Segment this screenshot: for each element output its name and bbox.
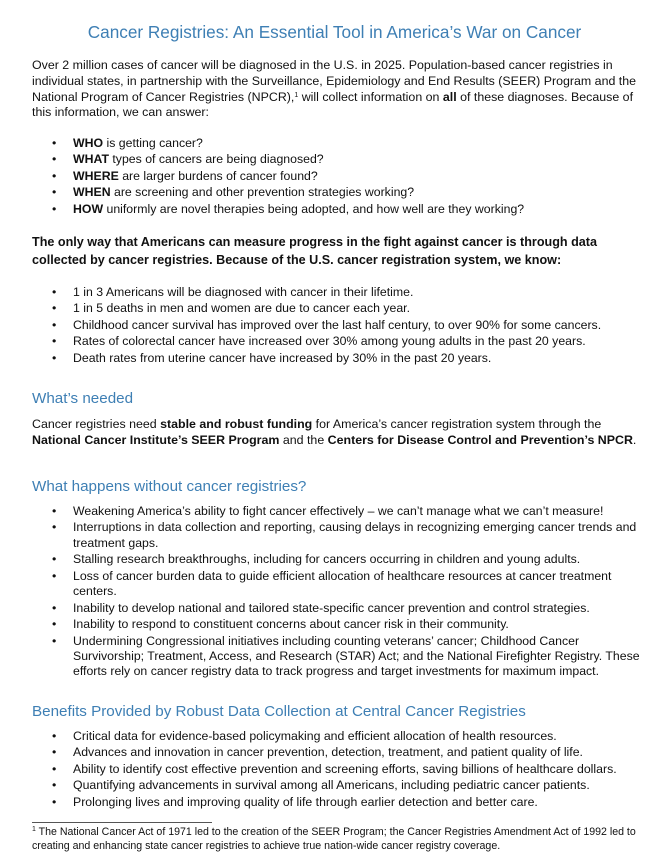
- list-item: • Quantifying advancements in survival among all Americans, including pediatric cancer patients.: [52, 778, 642, 793]
- list-item: • Undermining Congressional initiatives including counting veterans’ cancer; Childhood Cancer Survivorship; Treatment, Access, and Research (STAR) Act; and the National Firefighter Registry. These efforts rely on cancer registry data to track progress and target investments for maximum impact.: [52, 634, 642, 680]
- section-heading-without: What happens without cancer registries?: [32, 478, 307, 495]
- only-way-statement: The only way that Americans can measure progress in the fight against cancer is through data collected by cancer registries. Because of the U.S. cancer registration system, we know:: [32, 235, 597, 267]
- question-keyword: WHO: [73, 136, 104, 150]
- intro-text-1: Over 2 million cases of cancer will be diagnosed in the U.S. in 2025. Population-based cancer registries in individual states, in partnership with the Surveillance, Epidemiology and End Results (SEER) Program and the National Program of Cancer Registries (NPCR),: [32, 58, 637, 104]
- list-item: [52, 136, 642, 151]
- list-item: • Rates of colorectal cancer have increased over 30% among young adults in the past 20 years.: [52, 334, 642, 349]
- section-heading-benefits: Benefits Provided by Robust Data Collection at Central Cancer Registries: [32, 703, 526, 720]
- needed-text-3: and the: [279, 432, 328, 447]
- needed-bold-2: National Cancer Institute’s SEER Program: [32, 432, 280, 447]
- needed-bold-1: stable and robust funding: [160, 417, 313, 431]
- question-keyword: WHEN: [73, 185, 111, 200]
- without-list: [52, 504, 642, 681]
- list-item: • Ability to identify cost effective prevention and screening efforts, saving billions of healthcare dollars.: [52, 762, 642, 777]
- list-item: • Prolonging lives and improving quality of life through earlier detection and better care.: [52, 795, 642, 810]
- list-item: • Death rates from uterine cancer have increased by 30% in the past 20 years.: [52, 351, 642, 366]
- list-item: • Advances and innovation in cancer prevention, detection, treatment, and patient quality of life.: [52, 745, 642, 760]
- list-item: • 1 in 3 Americans will be diagnosed with cancer in their lifetime.: [52, 285, 642, 300]
- list-item: [52, 185, 642, 200]
- list-item: [52, 202, 642, 217]
- footnote: [32, 826, 652, 853]
- question-keyword: HOW: [73, 201, 104, 216]
- list-item: • Critical data for evidence-based policymaking and efficient allocation of health resources.: [52, 729, 642, 744]
- needed-bold-3: Centers for Disease Control and Prevention’s NPCR: [327, 432, 633, 447]
- footnote-reference: 1: [294, 91, 299, 99]
- question-text: are larger burdens of cancer found?: [118, 168, 318, 183]
- benefits-list: [52, 729, 642, 811]
- intro-text-3: of these diagnoses. Because of this information, we can answer:: [32, 89, 634, 120]
- needed-text-1: Cancer registries need: [32, 417, 161, 431]
- list-item: • Inability to respond to constituent concerns about cancer risk in their community.: [52, 617, 642, 632]
- questions-list: [52, 136, 642, 218]
- facts-list: [52, 285, 642, 367]
- question-text: are screening and other prevention strategies working?: [110, 185, 415, 200]
- needed-paragraph: [32, 417, 644, 449]
- page-title: Cancer Registries: An Essential Tool in America’s War on Cancer: [87, 22, 582, 42]
- question-text: uniformly are novel therapies being adopted, and how well are they working?: [103, 201, 525, 216]
- footnote-text: The National Cancer Act of 1971 led to the creation of the SEER Program; the Cancer Registries Amendment Act of 1992 led to creating and enhancing state cancer registries to achieve true nation-wide cancer registry coverage.: [32, 826, 636, 852]
- list-item: • Interruptions in data collection and reporting, causing delays in recognizing emerging cancer trends and treatment gaps.: [52, 520, 642, 551]
- section-heading-needed: What’s needed: [32, 390, 134, 407]
- footnote-divider: [32, 822, 212, 823]
- needed-text-2: for America’s cancer registration system through the: [312, 417, 602, 431]
- list-item: • Inability to develop national and tailored state-specific cancer prevention and control strategies.: [52, 601, 642, 616]
- list-item: • Loss of cancer burden data to guide efficient allocation of healthcare resources at cancer treatment centers.: [52, 569, 642, 600]
- needed-text-4: .: [632, 432, 637, 447]
- list-item: [52, 152, 642, 167]
- question-text: is getting cancer?: [103, 136, 203, 150]
- question-keyword: WHERE: [73, 168, 119, 183]
- list-item: • Childhood cancer survival has improved over the last half century, to over 90% for some cancers.: [52, 318, 642, 333]
- list-item: [52, 169, 642, 184]
- intro-bold-all: all: [442, 89, 457, 104]
- footnote-marker: 1: [32, 826, 36, 833]
- list-item: • Stalling research breakthroughs, including for cancers occurring in children and young adults.: [52, 552, 642, 567]
- intro-text-2: will collect information on: [298, 89, 443, 104]
- intro-paragraph: [32, 58, 644, 121]
- list-item: • Weakening America’s ability to fight cancer effectively – we can’t manage what we can’t measure!: [52, 504, 642, 519]
- question-keyword: WHAT: [73, 152, 109, 167]
- list-item: • 1 in 5 deaths in men and women are due to cancer each year.: [52, 301, 642, 316]
- question-text: types of cancers are being diagnosed?: [108, 152, 324, 167]
